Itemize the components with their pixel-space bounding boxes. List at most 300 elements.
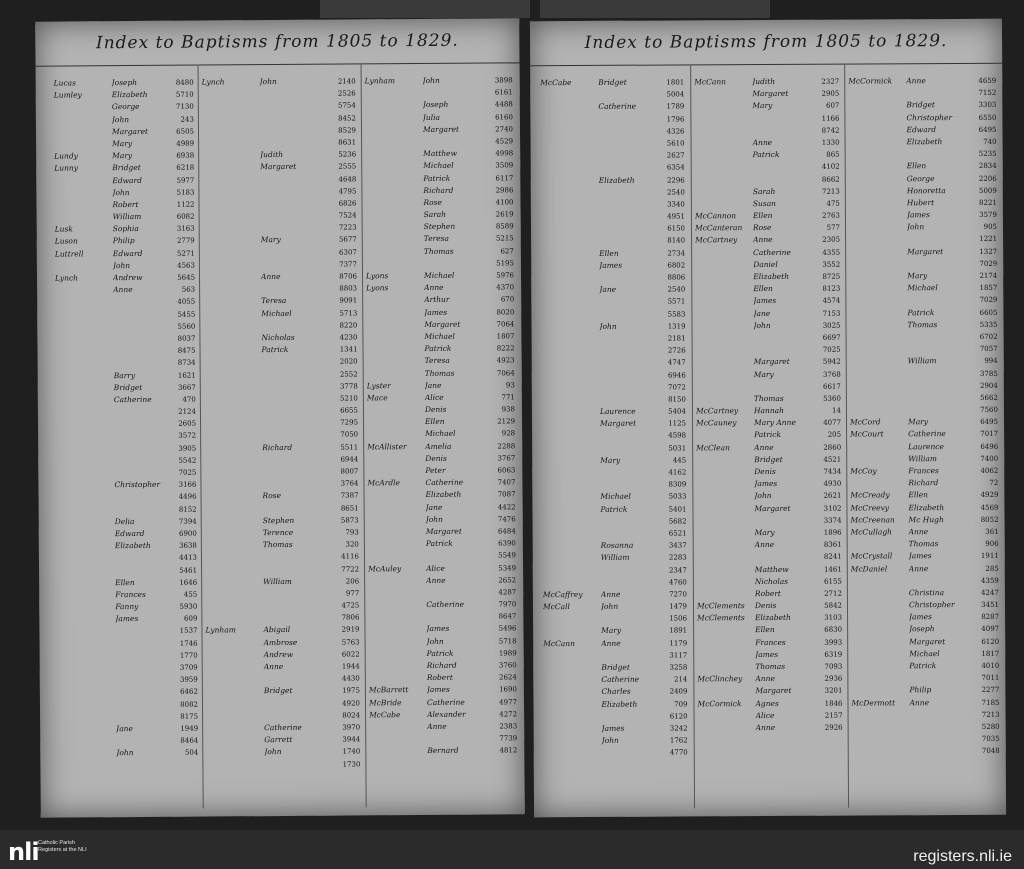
index-entry: [368, 586, 518, 599]
index-entry: [695, 161, 842, 174]
entry-given-name: John: [112, 187, 130, 197]
entry-given-name: Nicholas: [754, 576, 789, 586]
entry-number: 6462: [180, 687, 198, 697]
index-entry: [367, 428, 517, 441]
entry-number: 6826: [338, 199, 357, 208]
entry-given-name: Anne: [113, 285, 133, 295]
index-entry: [368, 501, 518, 514]
entry-given-name: Michael: [423, 161, 454, 171]
entry-given-name: Laurence: [599, 406, 636, 416]
index-entry: [365, 111, 515, 124]
entry-number: 3944: [342, 735, 361, 744]
entry-number: 9091: [339, 296, 358, 305]
entry-given-name: Bridget: [112, 163, 141, 173]
index-entry: [849, 160, 999, 173]
entry-given-name: Sophia: [112, 224, 139, 234]
index-entry: [366, 269, 516, 282]
entry-number: 4422: [497, 502, 516, 512]
entry-number: 2283: [668, 553, 687, 562]
entry-given-name: Mary: [600, 455, 621, 465]
index-entry: [543, 613, 689, 626]
index-entry: [695, 307, 842, 320]
entry-given-name: John: [599, 321, 617, 331]
entry-surname: McCann: [694, 77, 727, 87]
entry-number: 5009: [978, 186, 997, 195]
index-entry: [366, 342, 516, 355]
index-entry: [368, 574, 518, 587]
index-entry: [543, 600, 689, 613]
entry-given-name: John: [754, 491, 772, 501]
index-entry: [694, 76, 841, 89]
entry-given-name: Jane: [753, 308, 771, 318]
entry-number: 5645: [177, 273, 196, 282]
entry-number: 1646: [179, 578, 198, 587]
index-entry: [697, 648, 844, 661]
entry-given-name: Richard: [262, 442, 293, 452]
index-entry: [695, 222, 842, 235]
entry-given-name: Anne: [600, 589, 621, 599]
entry-number: 3764: [340, 479, 359, 488]
entry-surname: McCoy: [850, 466, 877, 476]
index-entry: [543, 698, 689, 711]
index-entry: [543, 637, 689, 650]
entry-given-name: Patrick: [261, 345, 289, 355]
index-entry: [851, 648, 1001, 661]
index-entry: [849, 258, 999, 271]
entry-number: 7377: [339, 260, 357, 269]
entry-given-name: Elizabeth: [598, 175, 635, 185]
entry-given-name: Richard: [423, 185, 454, 195]
index-entry: [365, 99, 515, 112]
index-entry: [366, 257, 516, 270]
index-entry: [851, 562, 1001, 575]
entry-given-name: Anne: [752, 137, 773, 148]
entry-number: 2296: [666, 175, 685, 185]
entry-number: 1975: [342, 686, 360, 695]
index-entry: [55, 296, 197, 309]
entry-number: 3709: [179, 663, 198, 672]
index-entry: [58, 649, 200, 662]
entry-number: 1319: [667, 322, 686, 331]
entry-given-name: Catherine: [113, 394, 152, 405]
entry-number: 4569: [980, 503, 999, 512]
index-entry: [55, 284, 197, 297]
entry-number: 6150: [667, 224, 686, 233]
left-page-title: Index to Baptisms from 1805 to 1829.: [95, 30, 459, 54]
entry-number: 8020: [496, 307, 515, 317]
index-entry: [697, 673, 844, 686]
entry-surname: Lyons: [366, 283, 389, 293]
entry-number: 4725: [341, 601, 360, 610]
entry-given-name: Honoretta: [906, 185, 946, 195]
entry-given-name: Anne: [754, 540, 775, 550]
index-entry: [541, 210, 687, 223]
entry-number: 3898: [494, 76, 513, 85]
entry-number: 2621: [823, 491, 842, 501]
index-entry: [849, 306, 999, 319]
entry-number: 361: [985, 527, 999, 536]
entry-given-name: George: [906, 173, 935, 183]
entry-number: 4598: [668, 431, 687, 440]
entry-given-name: John: [753, 320, 771, 330]
entry-number: 3340: [667, 200, 685, 209]
entry-number: 1221: [979, 235, 998, 244]
entry-number: 4920: [342, 699, 361, 708]
index-entry: [205, 599, 361, 612]
entry-number: 865: [826, 150, 840, 159]
entry-number: 7223: [338, 223, 357, 232]
entry-given-name: Margaret: [422, 124, 460, 134]
right-column-1: [540, 76, 690, 809]
entry-number: 4529: [495, 137, 514, 146]
index-entry: [204, 405, 360, 418]
entry-number: 2327: [821, 77, 840, 86]
entry-given-name: Bridget: [598, 77, 627, 87]
index-entry: [368, 598, 518, 611]
index-entry: [202, 185, 358, 198]
entry-number: 4770: [669, 748, 688, 757]
entry-number: 7213: [821, 187, 840, 196]
entry-surname: Lunny: [54, 163, 79, 173]
index-entry: [540, 101, 686, 114]
entry-given-name: John: [422, 75, 440, 85]
entry-number: 4488: [494, 100, 513, 109]
index-entry: [366, 221, 516, 234]
index-entry: [369, 720, 519, 733]
entry-given-name: Matthew: [754, 564, 789, 574]
entry-surname: Lusk: [54, 224, 73, 234]
entry-number: 7153: [822, 309, 841, 318]
entry-number: 7025: [822, 345, 841, 354]
index-entry: [57, 588, 199, 601]
entry-given-name: Frances: [115, 589, 146, 600]
entry-number: 994: [984, 357, 998, 366]
index-entry: [542, 332, 688, 345]
entry-number: 4272: [499, 710, 518, 719]
entry-number: 455: [183, 590, 198, 599]
entry-number: 5583: [667, 309, 686, 319]
entry-number: 8475: [177, 346, 196, 355]
entry-number: 1690: [499, 685, 517, 694]
entry-number: 1807: [496, 332, 515, 341]
entry-surname: McCann: [543, 638, 575, 648]
entry-surname: Lumley: [53, 90, 82, 100]
entry-number: 2712: [824, 589, 842, 598]
entry-surname: McCall: [542, 602, 570, 612]
entry-number: 3102: [823, 504, 842, 513]
index-entry: [852, 745, 1002, 758]
entry-given-name: Elizabeth: [908, 502, 945, 512]
entry-given-name: John: [906, 222, 925, 232]
entry-number: 2277: [981, 686, 1000, 695]
entry-number: 8152: [178, 505, 197, 514]
entry-given-name: Anne: [908, 563, 929, 573]
entry-surname: McCauney: [696, 418, 737, 428]
entry-given-name: James: [909, 612, 932, 622]
entry-number: 5842: [824, 601, 843, 610]
entry-number: 2383: [499, 722, 518, 731]
entry-given-name: Fanny: [115, 602, 139, 612]
entry-number: 7029: [979, 296, 998, 305]
index-entry: [57, 552, 199, 565]
entry-number: 1621: [177, 371, 196, 380]
entry-given-name: Anne: [755, 674, 775, 684]
entry-number: 7387: [340, 491, 359, 500]
index-entry: [206, 721, 362, 734]
index-entry: [541, 137, 687, 150]
entry-number: 740: [983, 137, 997, 146]
entry-number: 4989: [176, 139, 195, 148]
index-entry: [541, 198, 687, 211]
entry-number: 3993: [824, 638, 843, 647]
entry-number: 4100: [495, 198, 514, 207]
index-entry: [202, 161, 358, 174]
index-entry: [695, 271, 842, 284]
index-entry: [850, 379, 1000, 392]
entry-number: 2124: [178, 407, 196, 416]
entry-given-name: James: [601, 723, 625, 733]
index-entry: [203, 319, 359, 332]
entry-given-name: John: [112, 260, 131, 270]
entry-given-name: Michael: [261, 308, 292, 318]
index-entry: [205, 624, 361, 637]
entry-given-name: Ambrose: [263, 637, 298, 647]
index-entry: [56, 430, 198, 443]
index-entry: [543, 686, 689, 699]
entry-number: 2409: [669, 687, 688, 696]
index-entry: [57, 601, 199, 614]
entry-given-name: Mary: [753, 369, 774, 379]
entry-number: 8052: [980, 515, 999, 524]
entry-surname: McBarrett: [368, 685, 409, 695]
index-entry: [204, 465, 360, 478]
index-entry: [696, 441, 843, 454]
index-entry: [206, 648, 362, 661]
entry-number: 4413: [179, 553, 198, 563]
entry-given-name: Philip: [112, 236, 135, 246]
entry-number: 4930: [823, 479, 842, 488]
entry-number: 2627: [666, 151, 685, 160]
index-entry: [850, 428, 1000, 441]
index-entry: [54, 113, 196, 126]
entry-given-name: Michael: [423, 270, 455, 280]
entry-given-name: Michael: [909, 648, 940, 659]
entry-given-name: Patrick: [909, 661, 937, 671]
index-entry: [204, 429, 360, 442]
entry-given-name: James: [753, 296, 777, 306]
entry-given-name: Mary: [112, 151, 133, 161]
entry-number: 8221: [979, 198, 997, 207]
index-entry: [695, 173, 842, 186]
index-entry: [696, 392, 843, 405]
index-entry: [697, 551, 844, 564]
index-entry: [849, 209, 999, 222]
entry-given-name: Elizabeth: [114, 541, 151, 551]
index-entry: [369, 635, 519, 648]
entry-given-name: James: [906, 210, 930, 220]
index-entry: [849, 184, 999, 197]
entry-surname: Lucas: [53, 78, 77, 88]
index-entry: [851, 526, 1001, 539]
index-entry: [205, 563, 361, 576]
entry-surname: Luttrell: [54, 248, 84, 259]
index-entry: [849, 245, 999, 258]
entry-surname: Lyons: [365, 271, 389, 281]
entry-number: 7739: [499, 734, 518, 743]
index-entry: [56, 467, 198, 480]
index-entry: [57, 576, 199, 589]
entry-number: 2919: [341, 625, 360, 635]
entry-given-name: Robert: [426, 672, 453, 683]
entry-number: 5977: [176, 176, 195, 185]
binding-tab: [540, 0, 770, 18]
entry-number: 1125: [668, 419, 687, 428]
entry-given-name: James: [426, 624, 450, 634]
entry-number: 7035: [981, 734, 1000, 744]
entry-number: 4010: [981, 661, 1000, 670]
entry-number: 1891: [669, 626, 688, 635]
entry-surname: McCord: [850, 417, 881, 427]
index-entry: [542, 454, 688, 467]
index-entry: [54, 198, 196, 211]
entry-given-name: Denis: [754, 466, 776, 477]
entry-surname: McDaniel: [850, 563, 888, 574]
entry-surname: McCaffrey: [542, 589, 583, 600]
index-entry: [365, 160, 515, 173]
index-entry: [850, 453, 1000, 466]
index-entry: [848, 75, 998, 88]
site-link[interactable]: registers.nli.ie: [913, 848, 1012, 865]
index-entry: [205, 502, 361, 515]
index-entry: [203, 222, 359, 235]
index-entry: [202, 100, 358, 113]
index-entry: [544, 747, 690, 760]
entry-number: 3201: [824, 686, 843, 696]
entry-given-name: Thomas: [423, 246, 454, 256]
entry-given-name: Rosanna: [600, 540, 634, 551]
entry-number: 6521: [668, 529, 687, 538]
entry-given-name: Alexander: [427, 709, 466, 719]
entry-given-name: Margaret: [754, 503, 791, 513]
entry-given-name: Christopher: [114, 480, 161, 490]
header-rule: [36, 62, 520, 66]
entry-number: 6495: [978, 125, 997, 134]
entry-number: 3959: [179, 675, 198, 684]
entry-number: 3509: [495, 161, 514, 170]
entry-given-name: Margaret: [600, 418, 637, 429]
entry-number: 5033: [668, 492, 687, 501]
entry-given-name: Richard: [908, 478, 939, 488]
entry-number: 4923: [496, 356, 515, 365]
entry-surname: McCreevy: [850, 502, 890, 513]
index-entry: [56, 393, 198, 406]
index-entry: [54, 138, 196, 151]
entry-given-name: Susan: [752, 198, 777, 208]
index-entry: [58, 747, 200, 760]
entry-number: 6938: [176, 151, 195, 160]
index-entry: [204, 380, 360, 393]
entry-number: 4355: [822, 248, 841, 257]
entry-number: 6354: [666, 163, 685, 172]
entry-given-name: Patrick: [423, 173, 451, 183]
entry-surname: McAuley: [368, 563, 402, 573]
entry-number: 2904: [979, 381, 998, 390]
entry-number: 1817: [981, 649, 1000, 658]
entry-number: 5349: [498, 563, 517, 572]
index-entry: [368, 550, 518, 563]
entry-number: 7050: [340, 430, 359, 440]
entry-number: 5496: [498, 624, 517, 633]
index-entry: [542, 369, 688, 382]
entry-number: 8464: [180, 736, 199, 745]
entry-given-name: James: [424, 307, 448, 317]
index-entry: [849, 282, 999, 295]
entry-given-name: James: [755, 649, 779, 659]
index-entry: [204, 478, 360, 491]
entry-number: 906: [985, 539, 999, 548]
entry-number: 2986: [495, 186, 514, 195]
index-entry: [55, 333, 197, 346]
entry-given-name: Teresa: [261, 296, 287, 306]
index-entry: [695, 149, 842, 162]
index-entry: [56, 369, 198, 382]
index-entry: [851, 574, 1001, 587]
entry-given-name: James: [426, 685, 450, 695]
entry-number: 3760: [498, 661, 517, 670]
index-entry: [696, 380, 843, 393]
entry-given-name: Patrick: [752, 150, 780, 160]
entry-number: 4116: [341, 552, 359, 561]
entry-number: 4521: [823, 455, 842, 464]
entry-number: 8175: [180, 712, 199, 721]
index-entry: [542, 405, 688, 418]
entry-given-name: Patrick: [754, 430, 782, 440]
entry-surname: Lynch: [201, 77, 225, 87]
entry-surname: McCabe: [369, 709, 401, 720]
entry-given-name: Barry: [113, 370, 136, 380]
entry-number: 475: [826, 199, 840, 208]
entry-given-name: Ellen: [906, 161, 927, 171]
index-entry: [544, 735, 690, 748]
entry-number: 4574: [822, 296, 841, 306]
index-entry: [541, 235, 687, 248]
entry-given-name: Julia: [422, 112, 441, 122]
index-entry: [203, 331, 359, 344]
entry-number: 6900: [178, 529, 197, 538]
index-entry: [695, 137, 842, 150]
entry-number: 5235: [978, 149, 997, 159]
entry-given-name: James: [754, 479, 778, 489]
index-entry: [205, 587, 361, 600]
entry-surname: McCormick: [697, 698, 742, 708]
entry-number: 7400: [980, 454, 999, 463]
entry-given-name: Thomas: [262, 540, 293, 550]
entry-number: 5571: [667, 297, 686, 306]
entry-number: 8140: [667, 236, 686, 245]
entry-number: 445: [672, 456, 687, 465]
index-entry: [540, 76, 686, 89]
index-entry: [694, 100, 841, 113]
entry-surname: McClean: [696, 442, 730, 453]
index-entry: [850, 331, 1000, 344]
entry-given-name: John: [259, 77, 277, 87]
entry-number: 8647: [498, 612, 517, 621]
index-entry: [543, 564, 689, 577]
entry-number: 72: [989, 478, 999, 488]
index-entry: [696, 417, 843, 430]
index-entry: [850, 501, 1000, 514]
index-entry: [202, 197, 358, 210]
